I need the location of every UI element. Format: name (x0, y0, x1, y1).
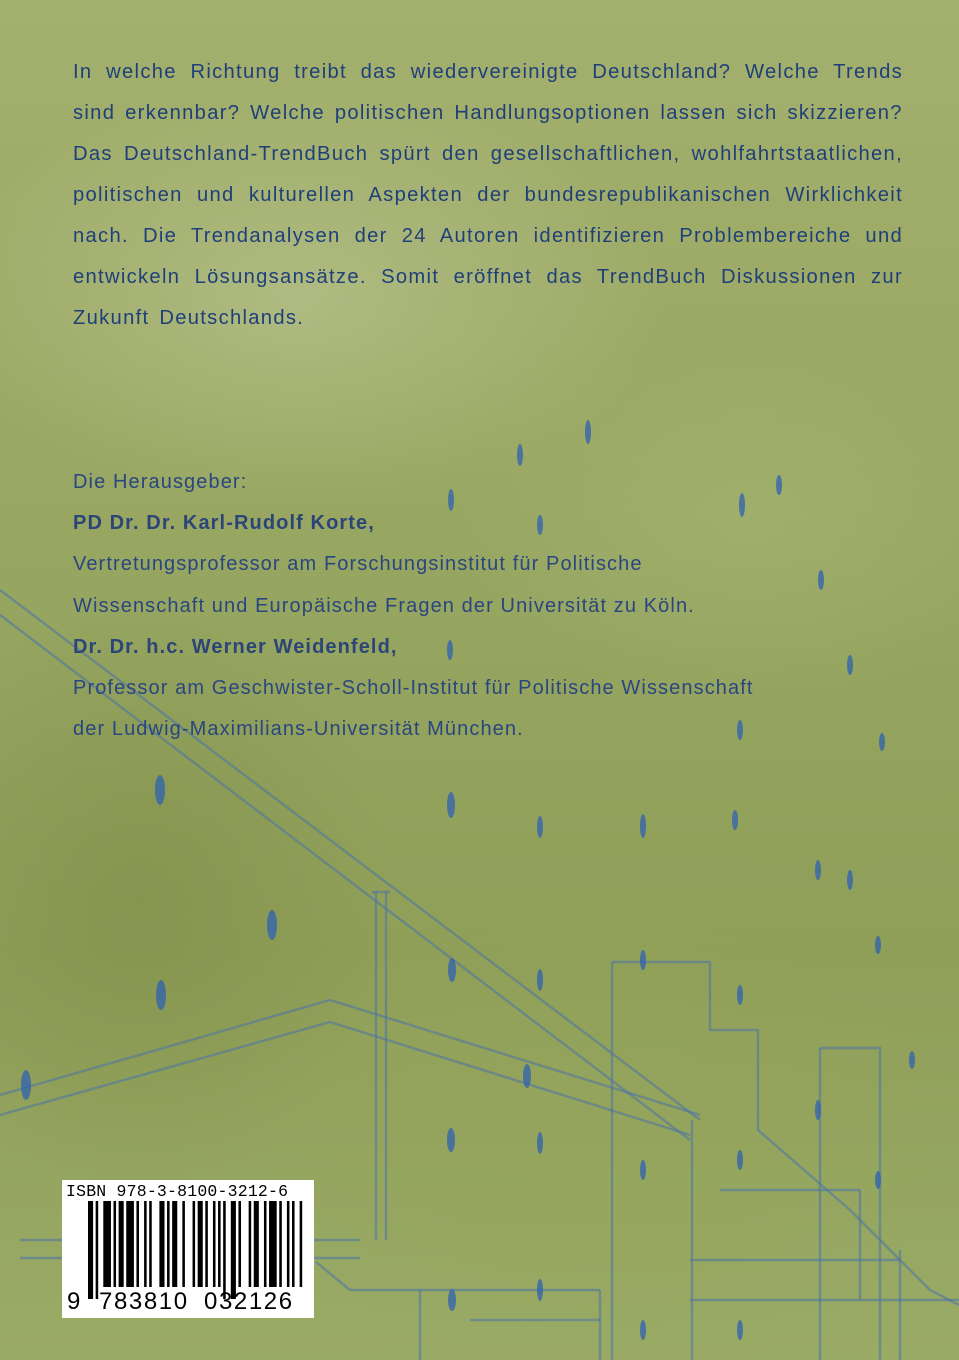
barcode-bar (218, 1201, 221, 1287)
barcode-bar (238, 1201, 241, 1287)
barcode-bar (213, 1201, 216, 1287)
barcode-bar (159, 1201, 164, 1287)
barcode-digits-right: 032126 (204, 1288, 294, 1315)
barcode-bar (231, 1201, 236, 1299)
blurb-paragraph-2: Das Deutschland-TrendBuch spürt den gesellschaftlichen, wohlfahrtstaatlichen, politischen und kulturellen Aspekten der bundesrepublikanischen Wirklichkeit nach. Die Trendanalysen der 24 Autoren identifizieren Problembereiche und entwickeln Lösungsansätze. Somit eröffnet das TrendBuch Diskussionen zur Zukunft Deutschlands. (73, 143, 903, 329)
barcode-bar (136, 1201, 139, 1287)
editors-section (73, 462, 933, 750)
barcode-digit-first: 9 (67, 1288, 81, 1315)
barcode-bar (149, 1201, 152, 1287)
barcode-bar (144, 1201, 147, 1287)
barcode-bar (182, 1201, 185, 1287)
blurb-paragraph-1: In welche Richtung treibt das wiedervereinigte Deutschland? Welche Trends sind erkennbar? Welche politischen Handlungsoptionen lassen sich skizzieren? (73, 61, 903, 124)
barcode-bar (103, 1201, 111, 1287)
barcode-bar (287, 1201, 290, 1287)
barcode-bar (198, 1201, 203, 1287)
isbn-barcode (62, 1180, 314, 1318)
barcode-bar (249, 1201, 252, 1287)
blurb (73, 52, 903, 339)
barcode-bar (114, 1201, 117, 1287)
editors-heading: Die Herausgeber: (73, 471, 248, 493)
barcode-bar (126, 1201, 134, 1287)
barcode-bar (269, 1201, 277, 1287)
barcode-bar (300, 1201, 303, 1287)
editor-1-name: PD Dr. Dr. Karl-Rudolf Korte, (73, 512, 375, 535)
barcode-bar (292, 1201, 295, 1287)
barcode-bar (172, 1201, 177, 1287)
barcode-bar (167, 1201, 170, 1287)
barcode-bar (193, 1201, 196, 1287)
isbn-label: ISBN 978-3-8100-3212-6 (66, 1182, 289, 1201)
barcode-bar (279, 1201, 282, 1287)
barcode-bar (223, 1201, 226, 1299)
barcode-bar (264, 1201, 267, 1287)
editor-2-affiliation-line-1: Professor am Geschwister-Scholl-Institut für Politische Wissenschaft (73, 677, 754, 700)
editor-2-name: Dr. Dr. h.c. Werner Weidenfeld, (73, 635, 398, 658)
editor-2-affiliation-line-2: der Ludwig-Maximilians-Universität München. (73, 718, 524, 741)
barcode-bar (119, 1201, 124, 1287)
barcode-bar (96, 1201, 99, 1299)
editor-1-affiliation-line-2: Wissenschaft und Europäische Fragen der Universität zu Köln. (73, 594, 695, 617)
barcode-digits-left: 783810 (99, 1288, 189, 1315)
barcode-bar (88, 1201, 93, 1299)
barcode-bar (254, 1201, 259, 1287)
barcode-bar (205, 1201, 208, 1287)
editor-1-affiliation-line-1: Vertretungsprofessor am Forschungsinstitut für Politische (73, 553, 643, 576)
